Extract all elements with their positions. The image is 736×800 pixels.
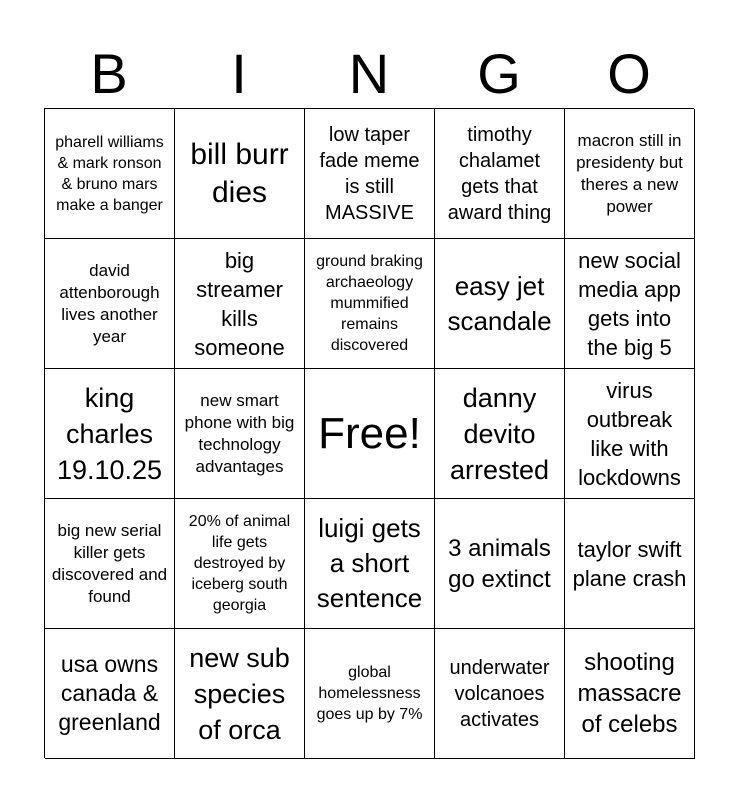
free-space-label: Free!	[318, 408, 421, 458]
cell-text: new sub species of orca	[189, 642, 290, 745]
cell-text: easy jet scandale	[447, 270, 552, 336]
bingo-cell[interactable]	[565, 109, 695, 239]
cell-text: new social media app gets into the big 5	[578, 247, 681, 360]
cell-text: global homelessness goes up by 7%	[316, 664, 423, 723]
cell-text: usa owns canada & greenland	[58, 651, 161, 735]
cell-text: 3 animals go extinct	[448, 534, 551, 593]
bingo-cell[interactable]	[435, 239, 565, 369]
cell-text: big new serial killer gets discovered and found	[51, 520, 168, 606]
bingo-cell[interactable]	[305, 109, 435, 239]
cell-text: timothy chalamet gets that award thing	[447, 123, 552, 224]
free-space-cell[interactable]	[305, 369, 435, 499]
bingo-cell[interactable]	[45, 629, 175, 759]
bingo-cell[interactable]	[45, 239, 175, 369]
bingo-cell[interactable]	[175, 109, 305, 239]
cell-text: david attenborough lives another year	[59, 260, 160, 346]
bingo-cell[interactable]	[45, 499, 175, 629]
cell-text: 20% of animal life gets destroyed by iceberg south georgia	[188, 513, 291, 614]
bingo-cell[interactable]	[565, 499, 695, 629]
bingo-cell[interactable]	[305, 499, 435, 629]
bingo-cell[interactable]	[435, 369, 565, 499]
bingo-cell[interactable]	[305, 629, 435, 759]
header-letter-b: B	[90, 42, 128, 105]
cell-text: new smart phone with big technology advantages	[184, 390, 295, 476]
bingo-cell[interactable]	[45, 369, 175, 499]
bingo-cell[interactable]	[435, 629, 565, 759]
bingo-cell[interactable]	[435, 499, 565, 629]
cell-text: taylor swift plane crash	[572, 536, 687, 591]
header-letter-g: G	[477, 42, 521, 105]
header-letter-n: N	[348, 42, 390, 105]
cell-text: underwater volcanoes activates	[449, 656, 550, 731]
cell-text: big streamer kills someone	[194, 247, 285, 360]
cell-text: virus outbreak like with lockdowns	[578, 377, 681, 490]
bingo-cell[interactable]	[435, 109, 565, 239]
header-letter-o: O	[607, 42, 651, 105]
bingo-cell[interactable]	[175, 239, 305, 369]
cell-text: pharell williams & mark ronson & bruno mars make a banger	[55, 133, 164, 214]
bingo-cell[interactable]	[175, 499, 305, 629]
bingo-grid	[44, 108, 694, 758]
header-letter-i: I	[231, 42, 247, 105]
cell-text: bill burr dies	[190, 137, 289, 209]
cell-text: king charles 19.10.25	[56, 382, 163, 485]
bingo-cell[interactable]	[45, 109, 175, 239]
bingo-cell[interactable]	[565, 629, 695, 759]
bingo-header	[44, 40, 694, 108]
bingo-cell[interactable]	[565, 239, 695, 369]
cell-text: macron still in presidenty but theres a new power	[576, 130, 683, 216]
bingo-cell[interactable]	[305, 239, 435, 369]
cell-text: low taper fade meme is still MASSIVE	[319, 123, 420, 224]
bingo-cell[interactable]	[175, 369, 305, 499]
cell-text: danny devito arrested	[449, 382, 550, 485]
cell-text: ground braking archaeology mummified remains discovered	[316, 253, 423, 354]
bingo-cell[interactable]	[565, 369, 695, 499]
bingo-cell[interactable]	[175, 629, 305, 759]
cell-text: luigi gets a short sentence	[316, 513, 423, 613]
cell-text: shooting massacre of celebs	[577, 649, 682, 738]
